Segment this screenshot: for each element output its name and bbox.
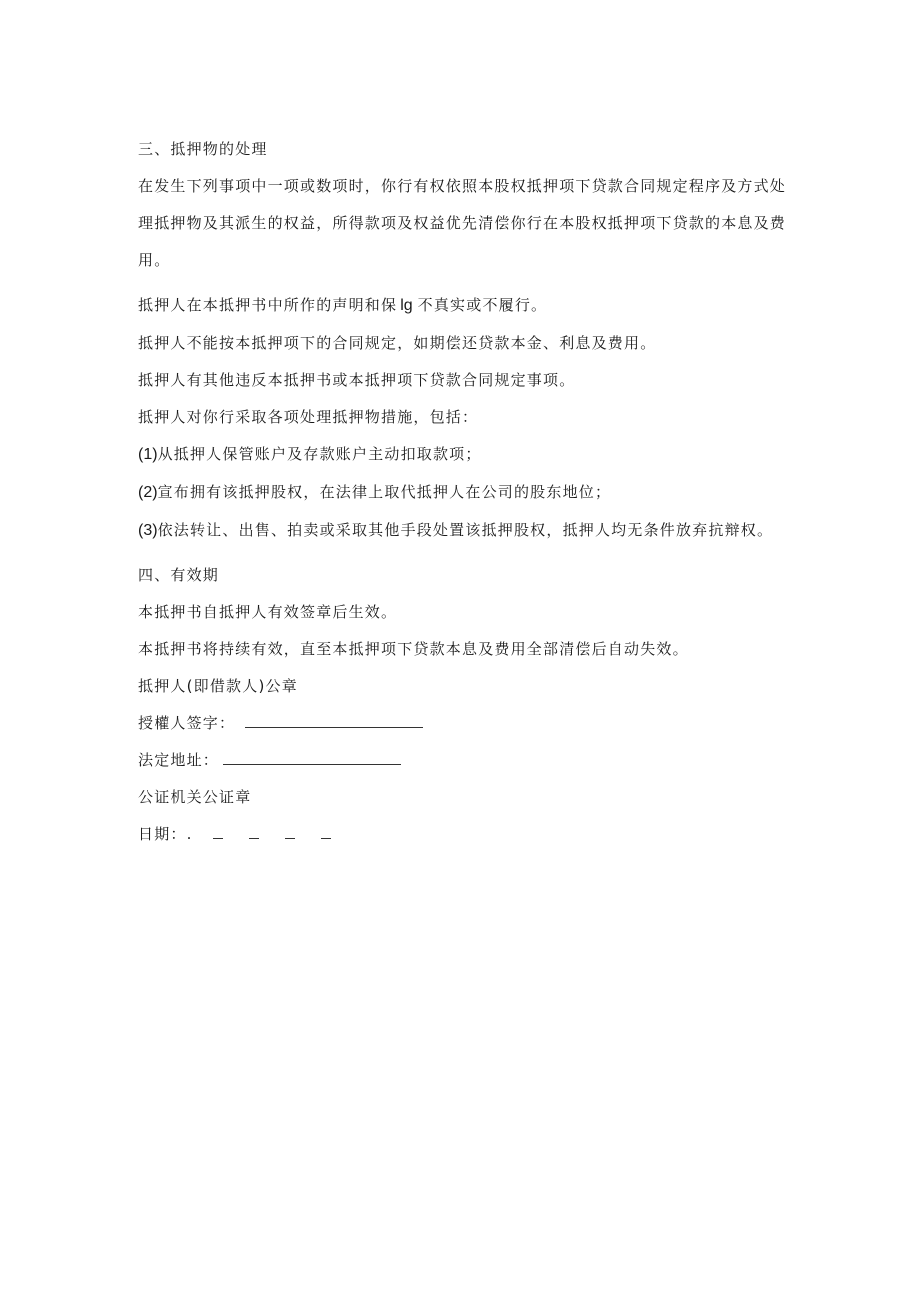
validity-line-2: 本抵押书将持续有效，直至本抵押项下贷款本息及费用全部清偿后自动失效。 — [138, 640, 689, 658]
measure-item-3 — [138, 512, 788, 549]
legal-address-row — [138, 749, 788, 771]
measure-item-1-number: (1) — [138, 446, 158, 463]
event-item-1 — [138, 294, 788, 317]
event-item-1-post: 不真实或不履行。 — [417, 296, 548, 314]
measure-item-2-number: (2) — [138, 484, 158, 501]
authorized-signature-field[interactable] — [245, 713, 423, 728]
section-4-heading: 四、有效期 — [138, 566, 220, 584]
validity-line-1: 本抵押书自抵押人有效签章后生效。 — [138, 603, 398, 621]
measures-intro: 抵押人对你行采取各项处理抵押物措施，包括： — [138, 408, 479, 426]
section-3-intro: 在发生下列事项中一项或数项时，你行有权依照本股权抵押项下贷款合同规定程序及方式处理抵押物及其派生的权益，所得款项及权益优先清偿你行在本股权抵押项下贷款的本息及费用。 — [138, 177, 787, 269]
measure-item-1 — [138, 443, 788, 466]
measure-item-3-text: 依法转让、出售、拍卖或采取其他手段处置该抵押股权，抵押人均无条件放弃抗辩权。 — [157, 521, 774, 539]
event-item-3: 抵押人有其他违反本抵押书或本抵押项下贷款合同规定事项。 — [138, 371, 576, 389]
measure-item-3-number: (3) — [138, 522, 158, 539]
section-3-heading: 三、抵押物的处理 — [138, 140, 268, 158]
date-blank-3[interactable] — [285, 824, 295, 839]
authorized-signature-label: 授權人签字： — [138, 714, 236, 732]
date-label: 日期：. — [138, 825, 193, 843]
authorized-signature-row — [138, 712, 788, 734]
mortgagor-seal-line: 抵押人(即借款人)公章 — [138, 677, 298, 695]
date-row — [138, 823, 788, 845]
legal-address-field[interactable] — [223, 750, 401, 765]
document-body — [138, 138, 788, 845]
event-item-2: 抵押人不能按本抵押项下的合同规定，如期偿还贷款本金、利息及费用。 — [138, 334, 657, 352]
date-blank-1[interactable] — [213, 824, 223, 839]
measure-item-1-text: 从抵押人保管账户及存款账户主动扣取款项； — [157, 445, 482, 463]
event-item-1-pre: 抵押人在本抵押书中所作的声明和保 — [138, 296, 398, 314]
measure-item-2 — [138, 481, 788, 504]
date-blank-2[interactable] — [249, 824, 259, 839]
notary-seal-line: 公证机关公证章 — [138, 788, 252, 806]
date-blank-4[interactable] — [321, 824, 331, 839]
legal-address-label: 法定地址： — [138, 751, 220, 769]
measure-item-2-text: 宣布拥有该抵押股权，在法律上取代抵押人在公司的股东地位； — [157, 483, 612, 501]
event-item-1-artifact: lg — [400, 297, 413, 314]
